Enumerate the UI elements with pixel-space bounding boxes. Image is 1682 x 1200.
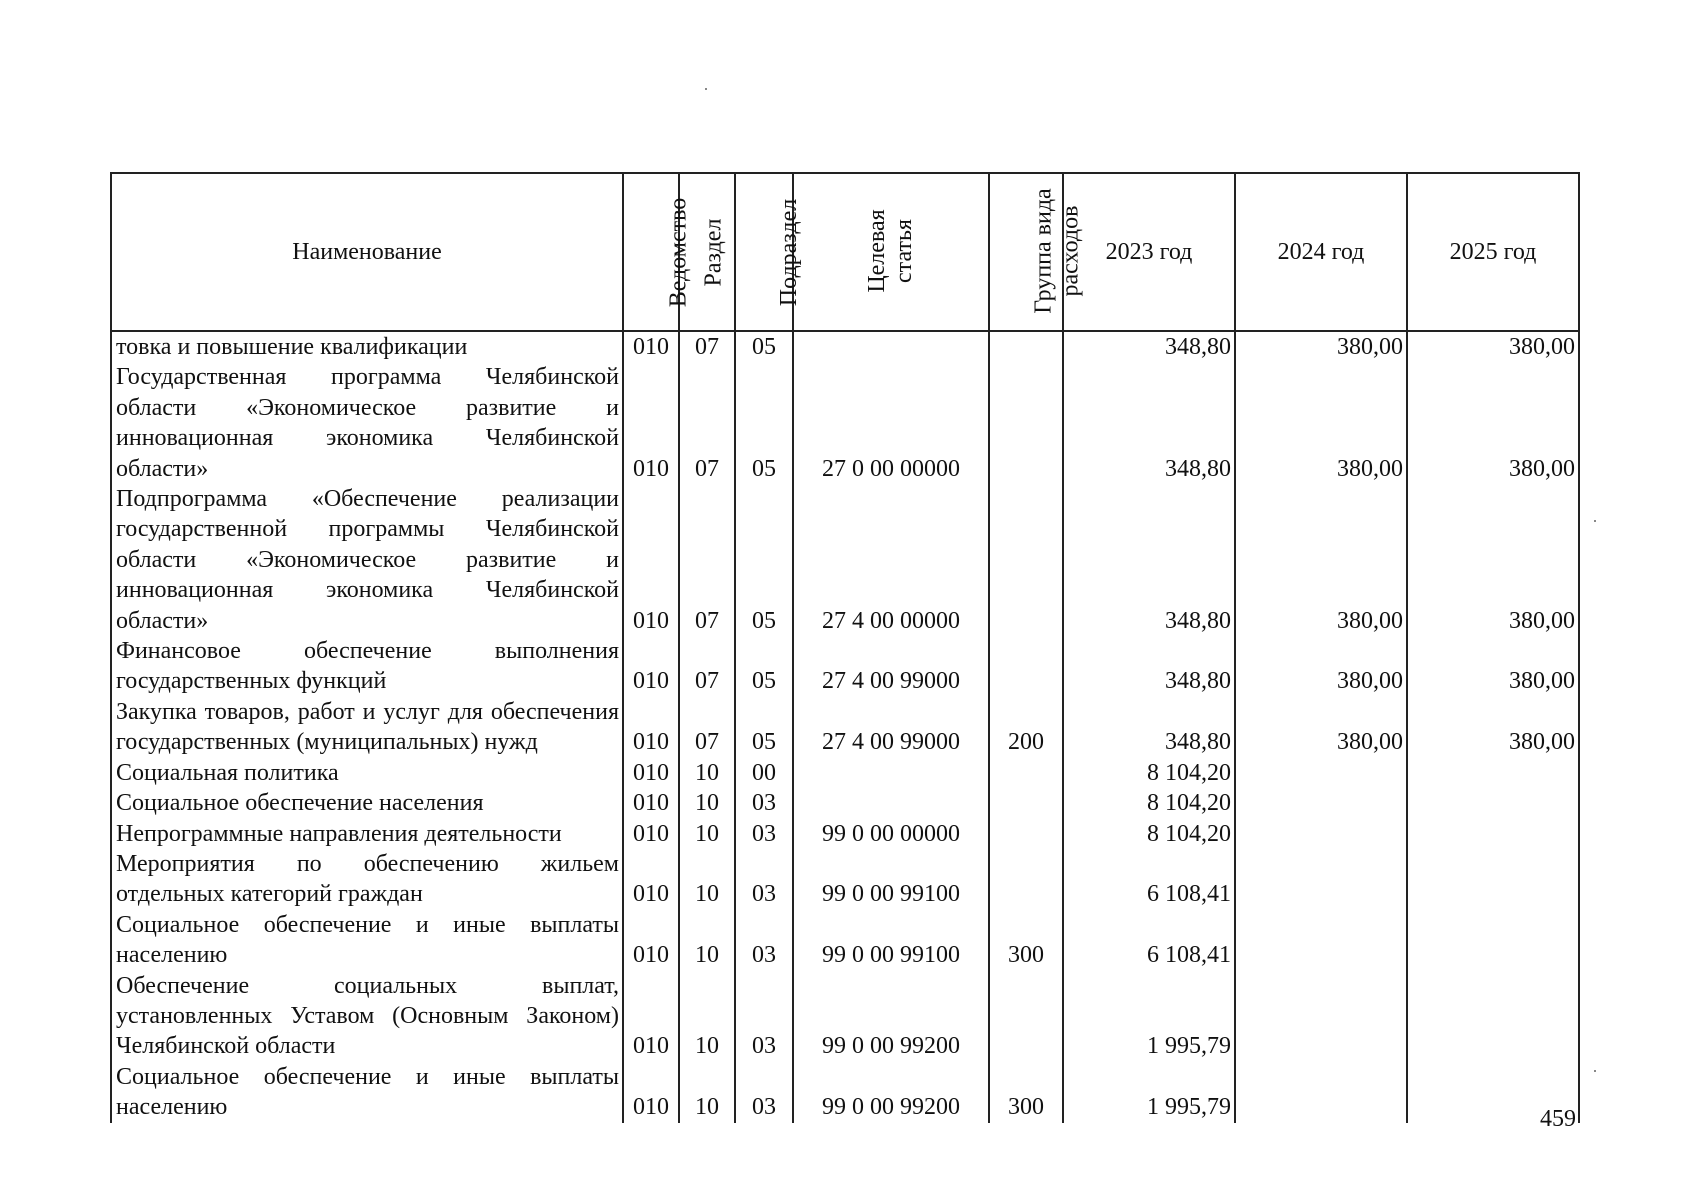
page-number: 459	[1540, 1106, 1576, 1132]
row-gruppa	[989, 849, 1063, 910]
table-row	[111, 971, 1579, 1062]
row-podrazdel: 05	[735, 484, 793, 636]
row-gruppa	[989, 331, 1063, 362]
header-podrazdel	[735, 173, 803, 331]
row-vedomstvo: 010	[623, 819, 679, 849]
table-row	[111, 758, 1579, 788]
row-2025	[1407, 819, 1579, 849]
row-gruppa	[989, 819, 1063, 849]
row-podrazdel: 03	[735, 849, 793, 910]
row-razdel: 10	[679, 1062, 735, 1123]
header-2025-text: 2025 год	[1449, 238, 1537, 265]
row-2024: 380,00	[1235, 331, 1407, 362]
header-gruppa-text: Группа вида расходов	[1030, 188, 1084, 315]
row-2025: 380,00	[1407, 697, 1579, 758]
row-2025	[1407, 788, 1579, 818]
row-gruppa	[989, 636, 1063, 697]
row-podrazdel: 03	[735, 788, 793, 818]
table-row	[111, 636, 1579, 697]
row-celevaya: 99 0 00 99100	[793, 910, 989, 971]
row-celevaya	[793, 758, 989, 788]
row-2023: 348,80	[1063, 636, 1235, 697]
table-row	[111, 849, 1579, 910]
table-row	[111, 788, 1579, 818]
row-2023: 6 108,41	[1063, 910, 1235, 971]
row-gruppa: 300	[989, 910, 1063, 971]
row-2024: 380,00	[1235, 636, 1407, 697]
row-2025: 380,00	[1407, 484, 1579, 636]
row-name: товка и повышение квалификации	[111, 331, 623, 362]
row-celevaya: 99 0 00 99200	[793, 1062, 989, 1123]
row-razdel: 07	[679, 636, 735, 697]
header-2023-text: 2023 год	[1105, 238, 1193, 265]
row-name: Финансовое обеспечение выполнения государственных функций	[111, 636, 623, 697]
row-2024	[1235, 849, 1407, 910]
budget-table	[110, 172, 1580, 1123]
row-podrazdel: 00	[735, 758, 793, 788]
scan-speck	[1594, 1070, 1596, 1072]
header-celevaya	[793, 173, 989, 331]
header-celevaya-text: Целевая статья	[864, 209, 917, 293]
row-gruppa	[989, 362, 1063, 484]
row-2025	[1407, 910, 1579, 971]
row-2023: 1 995,79	[1063, 1062, 1235, 1123]
row-podrazdel: 03	[735, 910, 793, 971]
row-name: Социальная политика	[111, 758, 623, 788]
row-2025: 380,00	[1407, 331, 1579, 362]
row-razdel: 07	[679, 331, 735, 362]
row-razdel: 10	[679, 819, 735, 849]
row-name: Государственная программа Челябинской области «Экономическое развитие и инновационная экономика Челябинской области»	[111, 362, 623, 484]
row-name: Закупка товаров, работ и услуг для обеспечения государственных (муниципальных) нужд	[111, 697, 623, 758]
row-2023: 348,80	[1063, 484, 1235, 636]
row-2025	[1407, 758, 1579, 788]
row-2025	[1407, 849, 1579, 910]
header-vedomstvo	[623, 173, 692, 331]
row-2023: 8 104,20	[1063, 788, 1235, 818]
row-celevaya: 99 0 00 99200	[793, 971, 989, 1062]
header-row	[111, 173, 1579, 331]
row-2023: 6 108,41	[1063, 849, 1235, 910]
table-row	[111, 819, 1579, 849]
row-celevaya	[793, 331, 989, 362]
scan-speck	[705, 88, 707, 90]
row-gruppa	[989, 788, 1063, 818]
row-celevaya: 99 0 00 00000	[793, 819, 989, 849]
header-name-text: Наименование	[292, 238, 442, 265]
row-podrazdel: 03	[735, 819, 793, 849]
header-vedomstvo-text: Ведомство	[665, 197, 692, 308]
table-row	[111, 697, 1579, 758]
table-row	[111, 362, 1579, 484]
header-2024-text: 2024 год	[1277, 238, 1365, 265]
header-name	[111, 173, 623, 331]
row-2024	[1235, 819, 1407, 849]
row-2024	[1235, 758, 1407, 788]
row-razdel: 10	[679, 849, 735, 910]
row-2023: 8 104,20	[1063, 819, 1235, 849]
header-podrazdel-text: Подраздел	[776, 198, 803, 306]
row-celevaya: 27 4 00 99000	[793, 697, 989, 758]
table-body	[111, 331, 1579, 1123]
row-razdel: 07	[679, 697, 735, 758]
table-row	[111, 331, 1579, 362]
row-name: Социальное обеспечение и иные выплаты населению	[111, 910, 623, 971]
row-razdel: 10	[679, 788, 735, 818]
row-vedomstvo: 010	[623, 331, 679, 362]
row-2025: 380,00	[1407, 362, 1579, 484]
row-2023: 348,80	[1063, 362, 1235, 484]
row-name: Обеспечение социальных выплат, установленных Уставом (Основным Законом) Челябинской области	[111, 971, 623, 1062]
row-2024	[1235, 1062, 1407, 1123]
row-vedomstvo: 010	[623, 788, 679, 818]
header-2025	[1407, 173, 1579, 331]
row-2023: 1 995,79	[1063, 971, 1235, 1062]
row-podrazdel: 03	[735, 971, 793, 1062]
row-vedomstvo: 010	[623, 362, 679, 484]
row-2024: 380,00	[1235, 697, 1407, 758]
row-vedomstvo: 010	[623, 636, 679, 697]
header-razdel-text: Раздел	[700, 218, 727, 287]
row-razdel: 10	[679, 971, 735, 1062]
row-razdel: 10	[679, 758, 735, 788]
row-name: Непрограммные направления деятельности	[111, 819, 623, 849]
row-name: Социальное обеспечение населения	[111, 788, 623, 818]
row-gruppa	[989, 484, 1063, 636]
row-2024: 380,00	[1235, 484, 1407, 636]
row-gruppa: 200	[989, 697, 1063, 758]
row-podrazdel: 03	[735, 1062, 793, 1123]
header-2024	[1235, 173, 1407, 331]
row-podrazdel: 05	[735, 636, 793, 697]
row-vedomstvo: 010	[623, 1062, 679, 1123]
row-2025: 380,00	[1407, 636, 1579, 697]
row-razdel: 10	[679, 910, 735, 971]
row-vedomstvo: 010	[623, 484, 679, 636]
header-gruppa	[989, 173, 1084, 331]
row-podrazdel: 05	[735, 331, 793, 362]
header-2023	[1063, 173, 1235, 331]
row-name: Подпрограмма «Обеспечение реализации государственной программы Челябинской области «Экономическое развитие и инновационная экономика Челябинской области»	[111, 484, 623, 636]
row-2024	[1235, 971, 1407, 1062]
row-2023: 348,80	[1063, 331, 1235, 362]
row-vedomstvo: 010	[623, 910, 679, 971]
row-celevaya: 27 4 00 00000	[793, 484, 989, 636]
row-2023: 8 104,20	[1063, 758, 1235, 788]
table-row	[111, 484, 1579, 636]
row-razdel: 07	[679, 362, 735, 484]
row-gruppa: 300	[989, 1062, 1063, 1123]
row-celevaya: 27 4 00 99000	[793, 636, 989, 697]
row-celevaya: 99 0 00 99100	[793, 849, 989, 910]
row-name: Мероприятия по обеспечению жильем отдельных категорий граждан	[111, 849, 623, 910]
row-gruppa	[989, 971, 1063, 1062]
table-row	[111, 1062, 1579, 1123]
row-2023: 348,80	[1063, 697, 1235, 758]
scan-speck	[1594, 520, 1596, 522]
row-name: Социальное обеспечение и иные выплаты населению	[111, 1062, 623, 1123]
row-2024: 380,00	[1235, 362, 1407, 484]
row-vedomstvo: 010	[623, 697, 679, 758]
table-row	[111, 910, 1579, 971]
row-celevaya	[793, 788, 989, 818]
row-vedomstvo: 010	[623, 849, 679, 910]
row-vedomstvo: 010	[623, 971, 679, 1062]
row-2025	[1407, 971, 1579, 1062]
row-podrazdel: 05	[735, 362, 793, 484]
row-celevaya: 27 0 00 00000	[793, 362, 989, 484]
row-gruppa	[989, 758, 1063, 788]
row-2024	[1235, 910, 1407, 971]
row-vedomstvo: 010	[623, 758, 679, 788]
row-podrazdel: 05	[735, 697, 793, 758]
row-2024	[1235, 788, 1407, 818]
row-razdel: 07	[679, 484, 735, 636]
